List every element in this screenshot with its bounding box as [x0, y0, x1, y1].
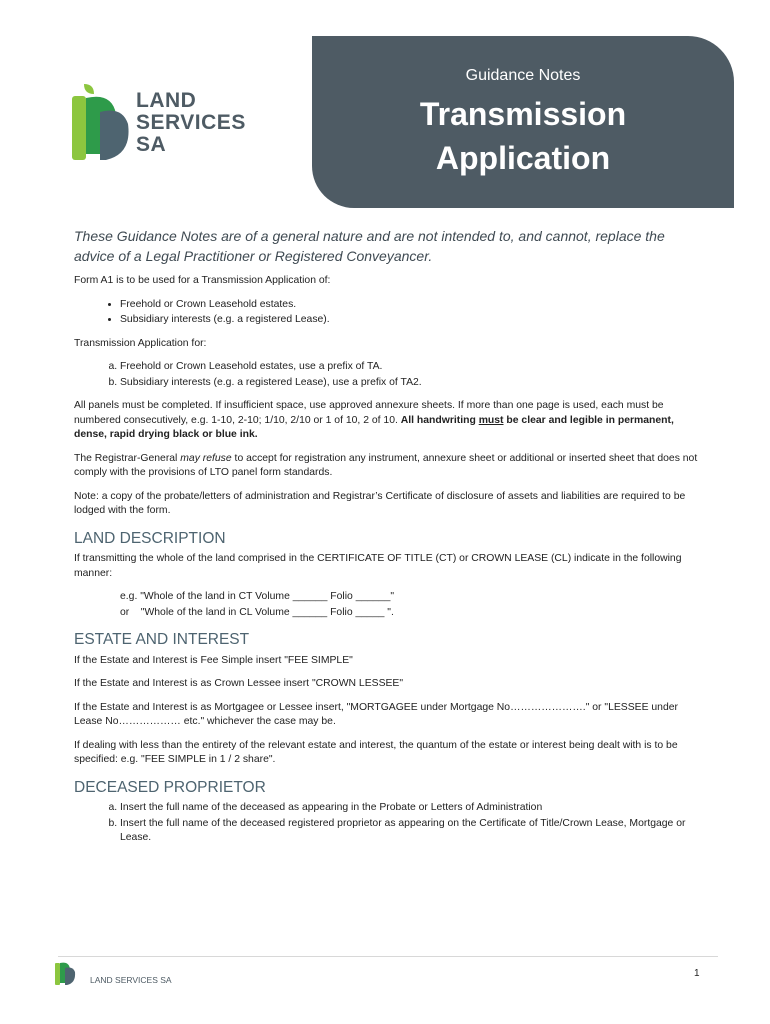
header-panel [312, 36, 734, 208]
land-description-heading: LAND DESCRIPTION [74, 529, 226, 547]
land-examples [74, 590, 700, 620]
leaf-logo-icon [72, 84, 134, 164]
title-line-1: Transmission [419, 96, 627, 132]
footer-divider [58, 956, 718, 957]
footer-brand: LAND SERVICES SA [90, 975, 172, 985]
panels-paragraph: All panels must be completed. If insufficient space, use approved annexure sheets. If more than one page is used, each must be numbered consecutively, e.g. 1-10, 2-10; 1/10, 2/10 or 1 of 10, 2 of 10. All handwriting must be clear and legible in permanent, dense, rapid drying black or blue ink. [74, 400, 674, 440]
title-line-2: Application [435, 140, 611, 176]
estate-paragraph: If the Estate and Interest is Fee Simple insert "FEE SIMPLE" [74, 654, 353, 666]
land-description-text: If transmitting the whole of the land comprised in the CERTIFICATE OF TITLE (CT) or CROWN LEASE (CL) indicate in the following manner: [74, 553, 682, 579]
intro-disclaimer: These Guidance Notes are of a general nature and are not intended to, and cannot, replace the advice of a Legal Practitioner or Registered Conveyancer. [74, 228, 665, 264]
list-item: • Subsidiary interests (e.g. a registered Lease). [120, 313, 700, 328]
example-line: or "Whole of the land in CL Volume ______ Folio _____ ". [120, 606, 394, 618]
logo-wordmark: LAND SERVICES SA [136, 89, 246, 156]
prefix-list [74, 360, 700, 390]
footer-leaf-icon [55, 958, 77, 986]
list-item: a. Insert the full name of the deceased as appearing in the Probate or Letters of Administration [120, 801, 700, 816]
example-line: e.g. "Whole of the land in CT Volume ______ Folio ______" [120, 591, 395, 602]
estate-interest-heading: ESTATE AND INTEREST [74, 631, 250, 648]
estate-paragraph: If dealing with less than the entirety of the relevant estate and interest, the quantum of the estate or interest being dealt with is to be specified: e.g. "FEE SIMPLE in 1 / 2 share". [74, 739, 678, 765]
deceased-list [74, 801, 700, 846]
list-item: • Freehold or Crown Leasehold estates. [120, 298, 700, 313]
form-usage-lead: Form A1 is to be used for a Transmission Application of: [74, 275, 331, 286]
list-item: b. Insert the full name of the deceased registered proprietor as appearing on the Certificate of Title/Crown Lease, Mortgage or Lease. [120, 817, 700, 846]
estate-paragraph: If the Estate and Interest is as Mortgagee or Lessee insert, "MORTGAGEE under Mortgage No…………………." or "LESSEE under Lease No……………… etc." whichever the case may be. [74, 701, 678, 727]
document-kicker: Guidance Notes [465, 67, 581, 84]
estate-paragraph: If the Estate and Interest is as Crown Lessee insert "CROWN LESSEE" [74, 678, 404, 689]
document-title [312, 92, 734, 180]
registrar-paragraph: The Registrar-General may refuse to accept for registration any instrument, annexure sheet or additional or inserted sheet that does not comply with the provisions of LTO panel form standards. [74, 452, 698, 478]
list-item: a. Freehold or Crown Leasehold estates, use a prefix of TA. [120, 360, 700, 375]
land-services-logo [72, 84, 262, 164]
prefix-lead: Transmission Application for: [74, 337, 207, 349]
list-item: b. Subsidiary interests (e.g. a registered Lease), use a prefix of TA2. [120, 376, 700, 391]
deceased-proprietor-heading: DECEASED PROPRIETOR [74, 778, 266, 796]
note-paragraph: Note: a copy of the probate/letters of administration and Registrar’s Certificate of disclosure of assets and liabilities are required to be lodged with the form. [74, 490, 686, 516]
form-usage-list [74, 298, 700, 328]
document-body [74, 226, 700, 855]
page-number: 1 [694, 968, 700, 979]
